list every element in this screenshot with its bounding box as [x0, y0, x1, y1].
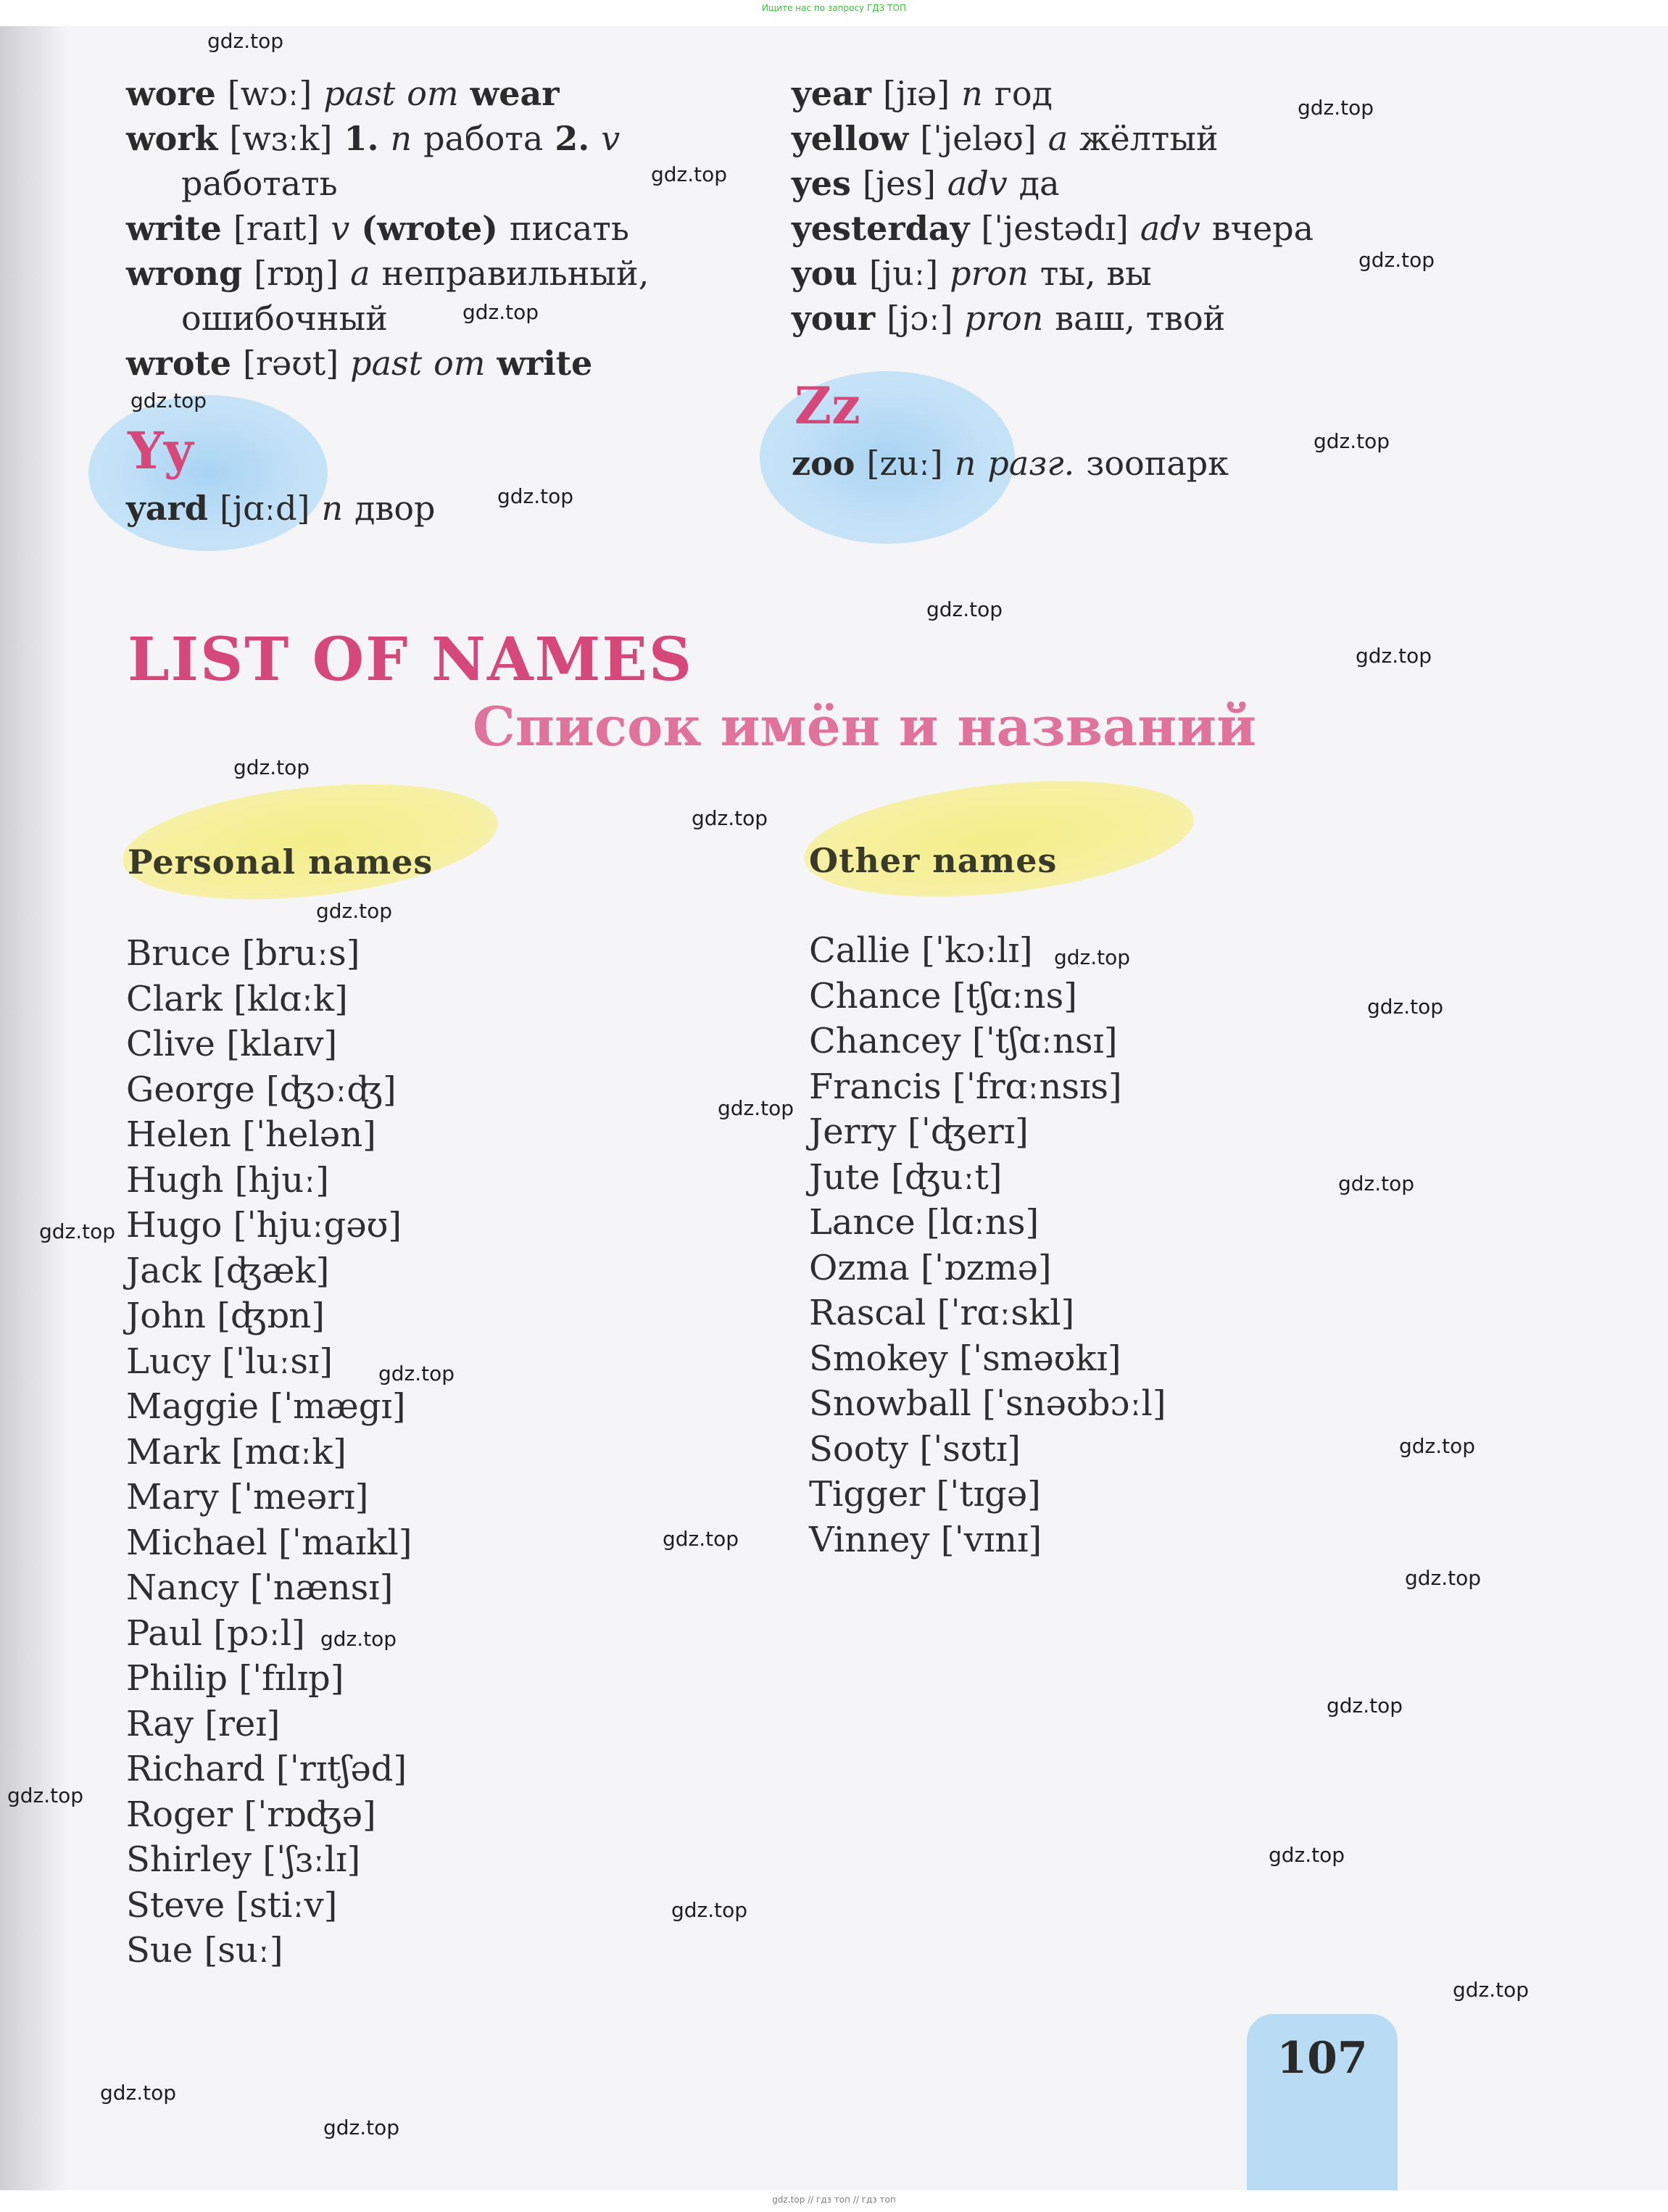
name-item: Snowball [ˈsnəʊbɔːl] — [809, 1383, 1166, 1424]
entry-part: зоопарк — [1086, 444, 1229, 483]
dictionary-entry — [126, 206, 764, 251]
personal-names-heading: Personal names — [128, 842, 433, 882]
name-item: Lucy [ˈluːsɪ] — [126, 1341, 333, 1382]
watermark: gdz.top — [1356, 644, 1432, 668]
transcription: [zuː] — [866, 444, 943, 483]
entry-part: wear — [470, 74, 560, 113]
watermark: gdz.top — [718, 1096, 794, 1120]
entry-part: v — [331, 209, 350, 248]
headword: yesterday — [792, 209, 970, 248]
name-item: John [ʤɒn] — [126, 1296, 325, 1336]
other-names-heading: Other names — [809, 841, 1058, 880]
entry-part: adv — [1140, 209, 1200, 248]
name-item: Sooty [ˈsʊtɪ] — [809, 1428, 1021, 1470]
headword: you — [792, 254, 858, 293]
entry-part: n — [321, 489, 344, 528]
transcription: [wɔː] — [227, 74, 312, 113]
dictionary-entry — [792, 161, 1444, 206]
name-item: Steve [stiːv] — [126, 1884, 338, 1926]
dictionary-entry — [126, 486, 764, 531]
entry-part: write — [497, 344, 593, 383]
headword: yard — [126, 489, 208, 528]
transcription: [rəʊt] — [243, 344, 339, 383]
name-item: Tigger [ˈtɪgə] — [809, 1474, 1041, 1515]
dictionary-y-entries — [126, 486, 764, 531]
name-item: Maggie [ˈmægɪ] — [126, 1386, 406, 1427]
headword: work — [126, 119, 218, 158]
dictionary-entry — [792, 116, 1444, 161]
watermark: gdz.top — [320, 1627, 397, 1651]
watermark: gdz.top — [378, 1362, 455, 1385]
letter-heading-y: Yy — [128, 421, 194, 481]
watermark: gdz.top — [1269, 1843, 1345, 1867]
entry-part: pron — [950, 254, 1029, 293]
watermark: gdz.top — [7, 1784, 84, 1807]
watermark: gdz.top — [671, 1898, 748, 1922]
transcription: [juː] — [868, 254, 939, 293]
dictionary-entry — [126, 116, 764, 206]
entry-part: год — [994, 74, 1053, 113]
watermark: gdz.top — [39, 1219, 116, 1243]
watermark: gdz.top — [497, 484, 574, 508]
name-item: Jack [ʤæk] — [126, 1250, 330, 1291]
watermark: gdz.top — [1399, 1434, 1476, 1458]
watermark: gdz.top — [1405, 1566, 1482, 1590]
transcription: [rɒŋ] — [254, 254, 339, 293]
letter-heading-z: Zz — [794, 376, 860, 436]
name-item: Nancy [ˈnænsɪ] — [126, 1567, 394, 1608]
headword: wore — [126, 74, 216, 113]
entry-part: 1. — [344, 119, 379, 158]
entry-part: v — [601, 119, 621, 158]
name-item: Callie [ˈkɔːlɪ] — [809, 930, 1033, 971]
other-names-list — [809, 928, 1166, 1562]
entry-part: 2. — [555, 119, 590, 158]
watermark: gdz.top — [692, 806, 768, 830]
entry-part: вчера — [1211, 209, 1314, 248]
entry-part: ты, вы — [1040, 254, 1152, 293]
entry-part: двор — [354, 489, 436, 528]
watermark: gdz.top — [100, 2081, 177, 2105]
name-item: Mary [ˈmeərɪ] — [126, 1477, 369, 1517]
headword: write — [126, 209, 222, 248]
entry-part: pron — [964, 299, 1044, 338]
entry-part: ваш, твой — [1055, 299, 1226, 338]
entry-part: n — [961, 74, 983, 113]
entry-part: n — [954, 444, 976, 483]
entry-part: от — [407, 74, 459, 113]
personal-names-list — [126, 931, 412, 1973]
name-item: Francis [ˈfrɑːnsɪs] — [809, 1066, 1122, 1107]
entry-part: неправильный, — [381, 254, 650, 293]
dictionary-entry — [126, 71, 764, 116]
name-item: Ozma [ˈɒzmə] — [809, 1247, 1052, 1288]
watermark: gdz.top — [1367, 995, 1444, 1019]
headword: year — [792, 74, 872, 113]
watermark: gdz.top — [462, 300, 539, 324]
headword: yes — [792, 164, 851, 203]
entry-part: past — [350, 344, 423, 383]
entry-part: (wrote) — [361, 209, 498, 248]
watermark: gdz.top — [1314, 429, 1390, 453]
transcription: [raɪt] — [233, 209, 320, 248]
name-item: Paul [pɔːl] — [126, 1612, 305, 1654]
dictionary-entry — [792, 206, 1444, 251]
name-item: Bruce [bruːs] — [126, 933, 360, 974]
entry-part: писать — [509, 209, 629, 248]
entry-part: работа — [423, 119, 544, 158]
entry-part: past — [323, 74, 396, 113]
transcription: [jɪə] — [883, 74, 950, 113]
entry-part: a — [350, 254, 370, 293]
entry-part: adv — [947, 164, 1008, 203]
list-subtitle: Список имён и названий — [473, 696, 1257, 758]
entry-part: от — [433, 344, 486, 383]
entry-part: жёлтый — [1079, 119, 1219, 158]
watermark: gdz.top — [207, 29, 284, 53]
watermark: gdz.top — [316, 899, 393, 923]
name-item: Jute [ʤuːt] — [809, 1156, 1003, 1198]
watermark: gdz.top — [1453, 1978, 1530, 2002]
name-item: Smokey [ˈsməʊkɪ] — [809, 1338, 1121, 1379]
name-item: Mark [mɑːk] — [126, 1431, 347, 1472]
page-number: 107 — [1277, 2033, 1368, 2084]
name-item: Shirley [ˈʃɜːlɪ] — [126, 1839, 361, 1880]
name-item: Philip [ˈfɪlɪp] — [126, 1658, 344, 1699]
entry-continuation: ошибочный — [181, 299, 388, 338]
watermark: gdz.top — [1054, 945, 1131, 969]
entry-continuation: работать — [181, 164, 338, 203]
name-item: Roger [ˈrɒʤə] — [126, 1794, 376, 1835]
headword: your — [792, 299, 876, 338]
watermark: gdz.top — [1358, 248, 1435, 272]
watermark: gdz.top — [926, 597, 1003, 621]
transcription: [ˈjestədɪ] — [981, 209, 1129, 248]
name-item: Ray [reɪ] — [126, 1703, 281, 1744]
dictionary-entry — [126, 251, 764, 341]
entry-part: a — [1047, 119, 1069, 158]
entry-part: разг. — [987, 444, 1075, 483]
headword: wrong — [126, 254, 243, 293]
name-item: Chancey [ˈtʃɑːnsɪ] — [809, 1021, 1118, 1061]
top-banner: Ищите нас по запросу ГДЗ ТОП — [762, 3, 906, 13]
dictionary-left-column — [126, 71, 764, 386]
name-item: Hugo [ˈhjuːgəʊ] — [126, 1205, 402, 1246]
name-item: Michael [ˈmaɪkl] — [126, 1522, 412, 1563]
bottom-banner: gdz.top // гдз топ // гдз топ — [772, 2195, 896, 2205]
name-item: Clark [klɑːk] — [126, 978, 348, 1019]
watermark: gdz.top — [323, 2116, 400, 2139]
book-spine — [0, 26, 69, 2190]
watermark: gdz.top — [1327, 1694, 1403, 1718]
transcription: [jɔː] — [887, 299, 953, 338]
name-item: George [ʤɔːʤ] — [126, 1069, 397, 1110]
headword: wrote — [126, 344, 232, 383]
name-item: Clive [klaɪv] — [126, 1024, 338, 1064]
transcription: [ˈjeləʊ] — [920, 119, 1037, 158]
entry-part: n — [390, 119, 412, 158]
entry-part: да — [1018, 164, 1060, 203]
watermark: gdz.top — [130, 389, 207, 413]
watermark: gdz.top — [233, 755, 310, 779]
transcription: [wɜːk] — [229, 119, 333, 158]
dictionary-entry — [126, 341, 764, 386]
headword: yellow — [792, 119, 909, 158]
watermark: gdz.top — [663, 1527, 739, 1551]
watermark: gdz.top — [1338, 1172, 1415, 1196]
watermark: gdz.top — [1298, 96, 1374, 120]
name-item: Vinney [ˈvɪnɪ] — [809, 1519, 1042, 1560]
dictionary-entry — [792, 251, 1444, 296]
transcription: [jɑːd] — [219, 489, 310, 528]
name-item: Sue [suː] — [126, 1930, 283, 1971]
transcription: [jes] — [862, 164, 936, 203]
headword: zoo — [792, 444, 855, 483]
name-item: Chance [tʃɑːns] — [809, 975, 1077, 1016]
watermark: gdz.top — [651, 162, 728, 186]
name-item: Jerry [ˈʤerɪ] — [809, 1111, 1029, 1152]
name-item: Rascal [ˈrɑːskl] — [809, 1293, 1075, 1333]
dictionary-entry — [792, 296, 1444, 341]
name-item: Hugh [hjuː] — [126, 1159, 330, 1201]
name-item: Helen [ˈhelən] — [126, 1114, 376, 1155]
name-item: Richard [ˈrɪtʃəd] — [126, 1749, 407, 1789]
name-item: Lance [lɑːns] — [809, 1202, 1040, 1243]
list-title: LIST OF NAMES — [128, 625, 694, 695]
